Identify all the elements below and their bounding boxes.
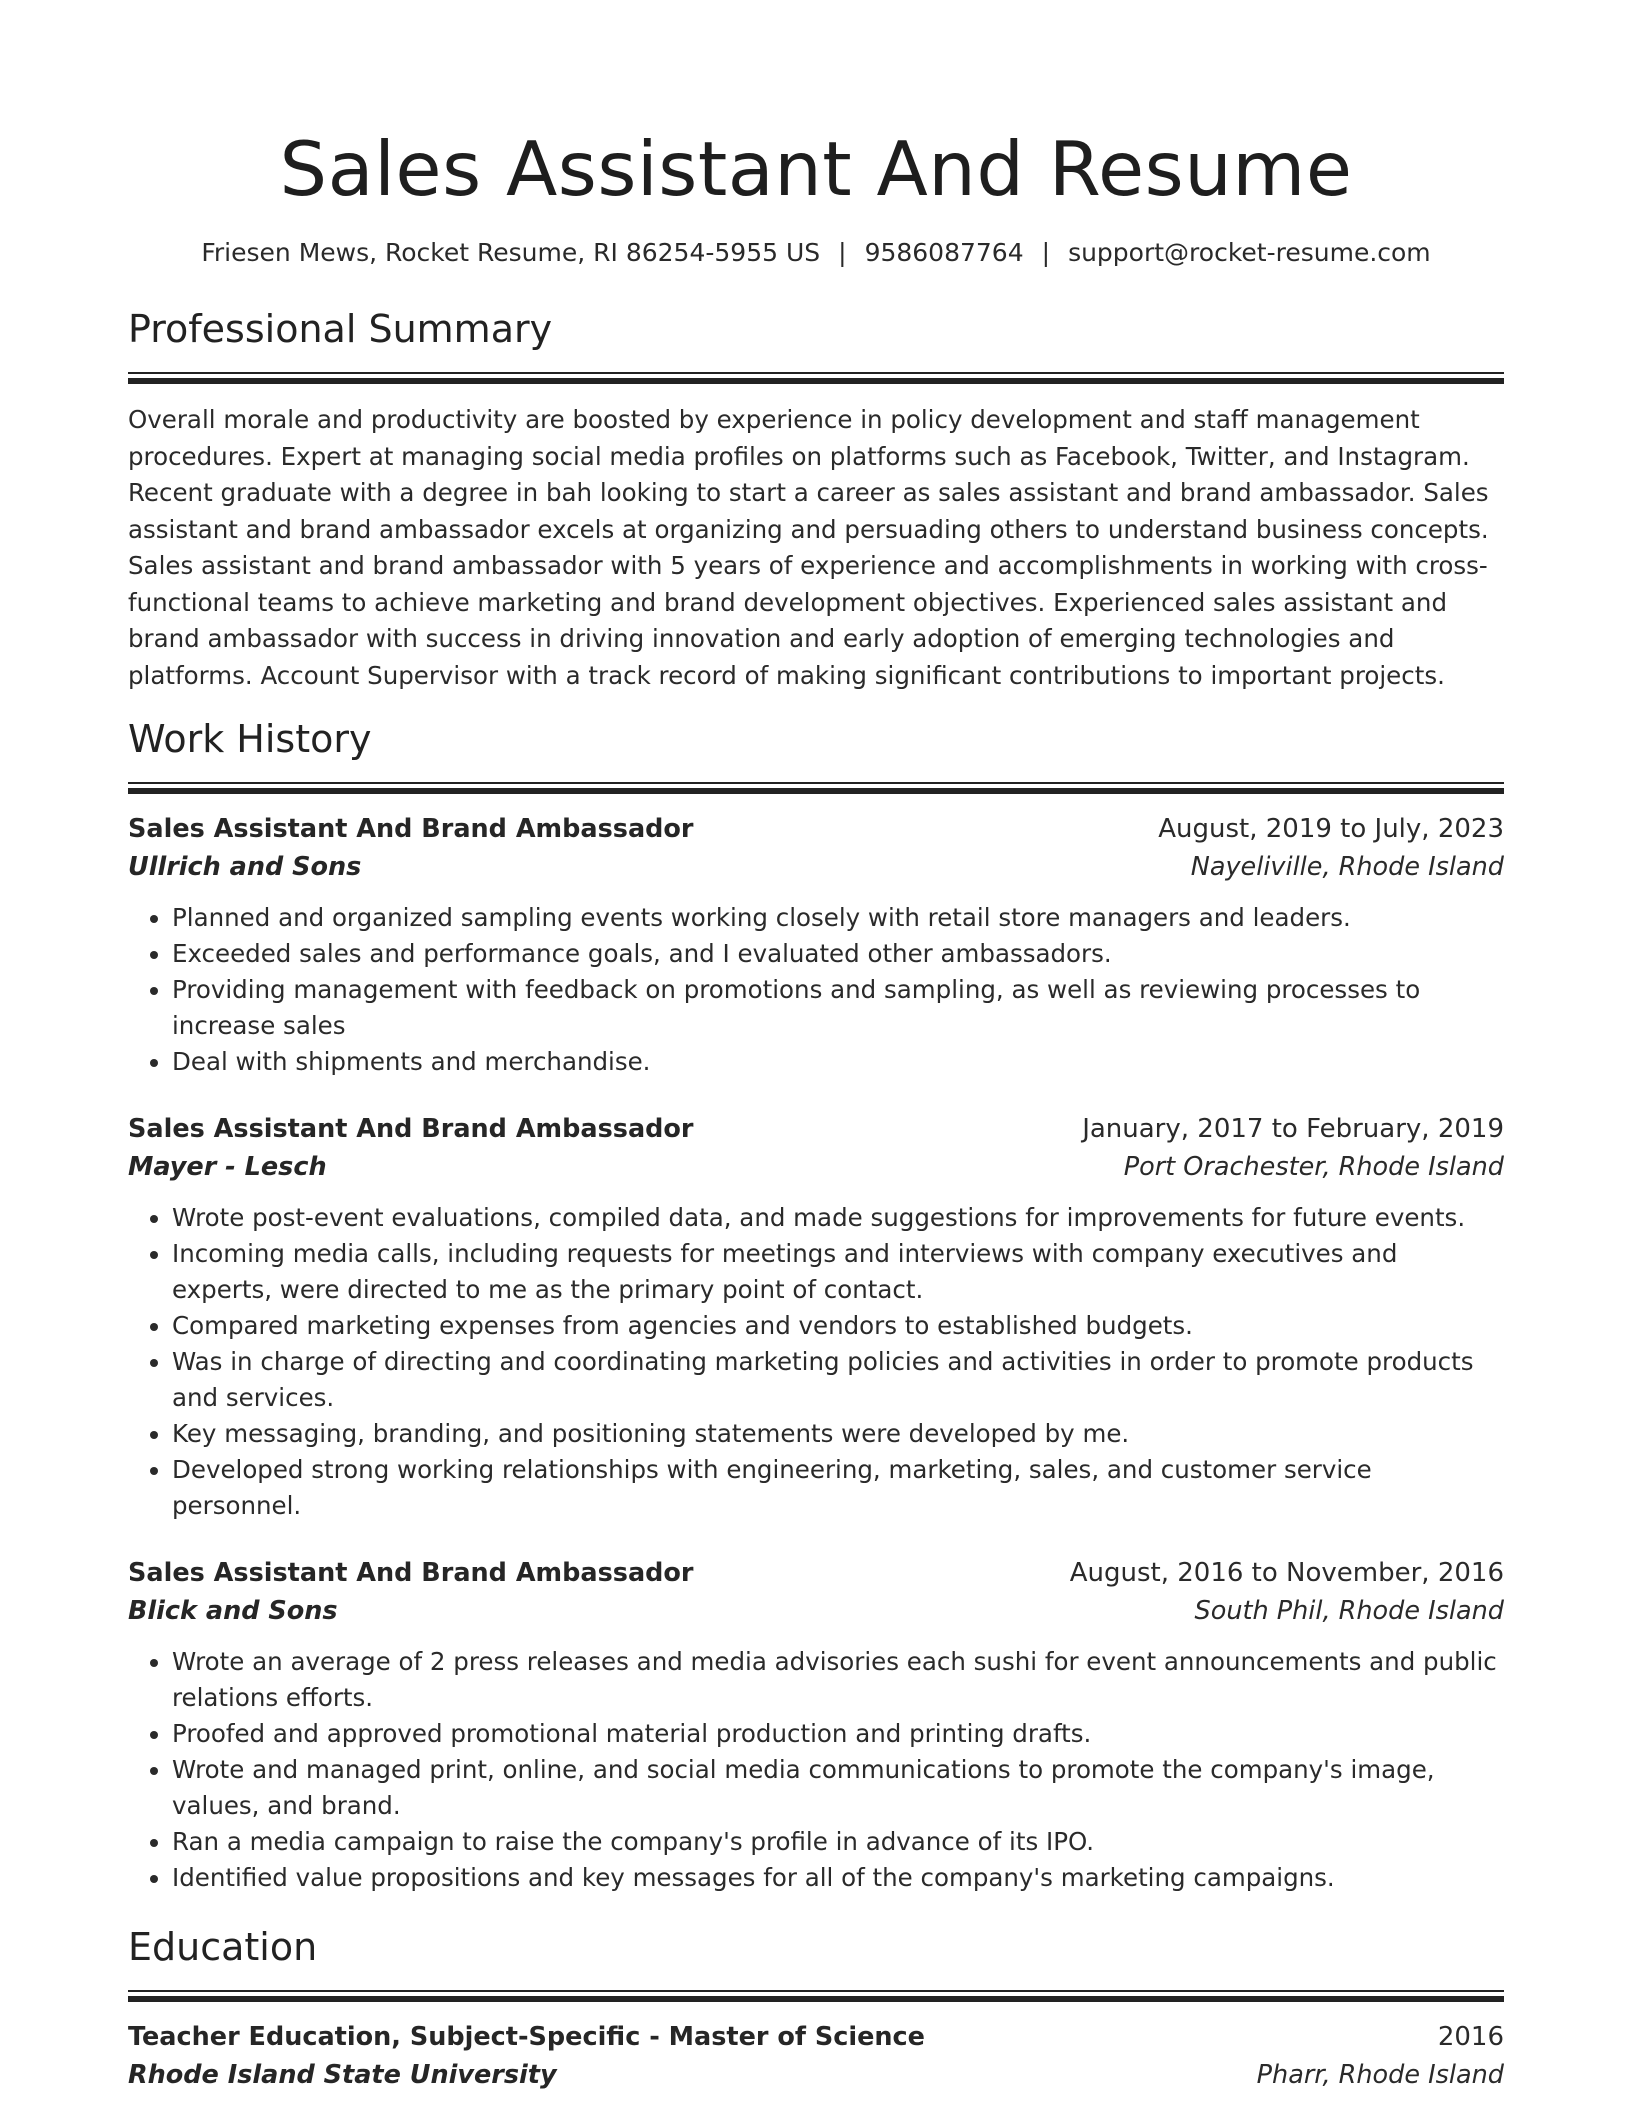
education-location: Pharr, Rhode Island [1256,2060,1504,2090]
resume-name: Sales Assistant And Resume [279,125,1353,213]
job-company-row [128,848,1504,886]
education-section [128,1922,1504,2094]
job-bullet-list [128,900,1504,1080]
job-bullet: • Key messaging, branding, and positioning statements were developed by me. [172,1416,1504,1452]
job-entry [128,1110,1504,1524]
section-divider [128,372,1504,384]
contact-email: support@rocket-resume.com [1068,238,1431,267]
job-bullet: • Compared marketing expenses from agencies and vendors to established budgets. [172,1308,1504,1344]
summary-text: Overall morale and productivity are boosted by experience in policy development and staff management procedures. Expert at managing social media profiles on platforms such as Facebook, Twitter, and Instagram. Recent graduate with a degree in bah looking to start a career as sales assistant and brand ambassador. Sales assistant and brand ambassador excels at organizing and persuading others to understand business concepts. Sales assistant and brand ambassador with 5 years of experience and accomplishments in working with cross-functional teams to achieve marketing and brand development objectives. Experienced sales assistant and brand ambassador with success in driving innovation and early adoption of emerging technologies and platforms. Account Supervisor with a track record of making significant contributions to important projects. [128,405,1489,690]
education-school-row [128,2056,1504,2094]
job-bullet: • Providing management with feedback on promotions and sampling, as well as reviewing processes to increase sales [172,972,1504,1044]
job-location: Port Orachester, Rhode Island [1123,1152,1504,1182]
job-bullet-list [128,1200,1504,1524]
job-bullet-list [128,1644,1504,1896]
job-bullet: • Incoming media calls, including requests for meetings and interviews with company executives and experts, were directed to me as the primary point of contact. [172,1236,1504,1308]
job-location: South Phil, Rhode Island [1194,1596,1504,1626]
section-heading-education: Education [128,1925,318,1969]
job-title: Sales Assistant And Brand Ambassador [128,814,694,844]
job-header-row [128,1110,1504,1148]
education-entry [128,2018,1504,2094]
job-location: Nayeliville, Rhode Island [1190,852,1504,882]
section-divider [128,782,1504,794]
job-title: Sales Assistant And Brand Ambassador [128,1114,694,1144]
job-header-row [128,1554,1504,1592]
job-bullet: • Developed strong working relationships with engineering, marketing, sales, and customer service personnel. [172,1452,1504,1524]
job-company: Mayer - Lesch [128,1152,327,1182]
contact-separator: | [838,238,847,267]
job-bullet: • Identified value propositions and key messages for all of the company's marketing campaigns. [172,1860,1504,1896]
section-divider [128,1990,1504,2002]
education-degree: Teacher Education, Subject-Specific - Master of Science [128,2022,925,2052]
education-school: Rhode Island State University [128,2060,557,2090]
job-bullet: • Wrote and managed print, online, and social media communications to promote the company's image, values, and brand. [172,1752,1504,1824]
job-bullet: • Was in charge of directing and coordinating marketing policies and activities in order to promote products and services. [172,1344,1504,1416]
resume-page [128,0,1504,2094]
job-bullet: • Planned and organized sampling events working closely with retail store managers and leaders. [172,900,1504,936]
job-dates: August, 2016 to November, 2016 [1069,1558,1504,1588]
contact-address: Friesen Mews, Rocket Resume, RI 86254-5955 US [201,238,821,267]
contact-phone: 9586087764 [864,238,1024,267]
summary-section [128,304,1504,694]
job-bullet: • Deal with shipments and merchandise. [172,1044,1504,1080]
job-company-row [128,1148,1504,1186]
education-year: 2016 [1437,2022,1504,2052]
job-company-row [128,1592,1504,1630]
contact-line [128,236,1504,270]
section-heading-work-history: Work History [128,717,372,761]
job-bullet: • Wrote an average of 2 press releases and media advisories each sushi for event announcements and public relations efforts. [172,1644,1504,1716]
job-bullet: • Exceeded sales and performance goals, and I evaluated other ambassadors. [172,936,1504,972]
education-degree-row [128,2018,1504,2056]
section-heading-summary: Professional Summary [128,307,553,351]
job-header-row [128,810,1504,848]
job-bullet: • Wrote post-event evaluations, compiled data, and made suggestions for improvements for future events. [172,1200,1504,1236]
job-entry [128,1554,1504,1896]
job-bullet: • Proofed and approved promotional material production and printing drafts. [172,1716,1504,1752]
job-dates: January, 2017 to February, 2019 [1082,1114,1504,1144]
contact-separator: | [1041,238,1051,267]
job-bullet: • Ran a media campaign to raise the company's profile in advance of its IPO. [172,1824,1504,1860]
job-company: Blick and Sons [128,1596,338,1626]
job-company: Ullrich and Sons [128,852,362,882]
job-entry [128,810,1504,1080]
work-history-section [128,714,1504,1896]
job-dates: August, 2019 to July, 2023 [1158,814,1504,844]
job-title: Sales Assistant And Brand Ambassador [128,1558,694,1588]
